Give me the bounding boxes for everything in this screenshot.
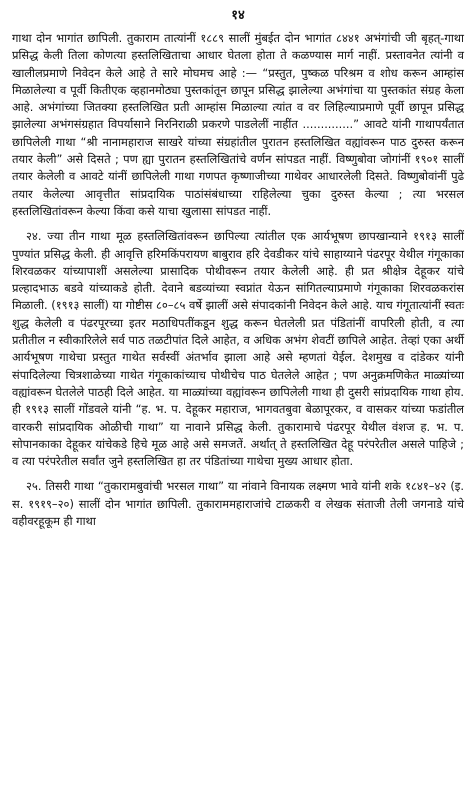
paragraph-25: २५. तिसरी गाथा “तुकारामबुवांची भरसल गाथा” या नांवाने विनायक लक्ष्मण भावे यांनी शके १८४१–४२ (इ. स. १९१९–२०) सालीं दोन भागांत छापिली. तुकाराममहाराजांचे टाळकरी व लेखक संताजी तेली जगनाडे यांचे वहीवरहूकूम ही गाथा [12,479,464,529]
page-number: १४ [231,8,245,23]
paragraph-1: गाथा दोन भागांत छापिली. तुकाराम तात्यांनीं १८८९ सालीं मुंबईत दोन भागांत ८४४१ अभंगांची जी बृहत्‌-गाथा प्रसिद्ध केली तिला कोणत्या हस्तलिखिताचा आधार घेतला होता ते कळण्यास मार्ग नाहीं. प्रस्तावनेत त्यांनी व खालीलप्रमाणे निवेदन केले आहे ते सारे मोघमच आहे :— “प्रस्तुत, पुष्कळ परिश्रम व शोध करून आम्हांस मिळालेल्या व पूर्वी कितीएक व्हहानमोठ्या पुस्तकांतून छापून प्रसिद्ध झालेल्या अभंगांचा या पुस्तकांत संग्रह केला आहे. अभंगांच्या जितक्या हस्तलिखित प्रती आम्हांस मिळाल्या त्यांत व वर लिहिल्याप्रमाणे पूर्वी छापून प्रसिद्ध झालेल्या अभंगसंग्रहात विपर्यासाने निरनिराळी प्रकरणे पाडलेलीं नाहींत ..............” आवटे यांनी गाथापर्यंतात छापिलेली गाथा “श्री नानामहाराज साखरे यांच्या संग्रहांतील पुरातन हस्तलिखित वह्यांवरून पाठ दुरुस्त करून तयार केली” असे दिसते ; पण ह्या पुरातन हस्तलिखितांचे वर्णन सांपडत नाहीं. विष्णुबोवा जोगांनीं १९०१ सालीं तयार केलेली व आवटे यांनीं छापिलेली गाथा गणपत कृष्णाजीच्या गाथेवर आधारलेली दिसते. विष्णुबोवांनीं पुढे तयार केलेल्या आवृत्तीत सांप्रदायिक पाठांसंबंधाच्या राहिलेल्या चुका दुरुस्त केल्या ; त्या भरसल हस्तलिखितांवरून केल्या किंवा कसे याचा खुलासा सांपडत नाहीं. [12,31,464,218]
paragraph-24: २४. ज्या तीन गाथा मूळ हस्तलिखितांवरून छापिल्या त्यांतील एक आर्यभूषण छापखान्याने १९१३ सालीं पुण्यांत प्रसिद्ध केली. ही आवृत्ति हरिमकिंपरायण बाबुराव हरि देवडीकर यांचे साहाय्याने पंढरपूर येथील गंगूकाका शिरवळकर यांच्यापाशीं असलेल्या प्रासादिक पोथीवरून तयार केलेली आहे. ही प्रत श्रीक्षेत्र देहूकर यांचे प्रल्हादभाऊ बडवे यांच्याकडे होती. देवाने बडव्यांच्या स्वप्नांत येऊन सांगितल्याप्रमाणे गंगूकाका शिरवळकरांस मिळाली. (१९१३ सालीं) या गोष्टीस ८०–८५ वर्षे झालीं असे संपादकांनी निवेदन केले आहे. याच गंगूतात्यांनीं स्वतः शुद्ध केलेली व पंढरपूरच्या इतर मठाधिपतींकडून शुद्ध करून घेतलेली प्रत पंडितांनीं वापरिली होती, व त्या प्रतीतील न स्वीकारिलेले सर्व पाठ तळटीपांत दिले आहेत, व अधिक अभंग शेवटीं छापिले आहेत. तेव्हां एका अर्थी आर्यभूषण गाथेचा प्रस्तुत गाथेत सर्वस्वीं अंतर्भाव झाला आहे असे म्हणतां येईल. देशमुख व दांडेकर यांनी संपादिलेल्या चित्रशाळेच्या गाथेत गंगूकाकांच्याच पोथीचेच पाठ घेतलेले आहेत ; पण अनुक्रमणिकेत माळ्यांच्या वह्यांवरून घेतलेले पाठही दिले आहेत. या माळ्यांच्या वह्यांवरून छापिलेली गाथा ही दुसरी सांप्रदायिक गाथा होय. ही १९१३ सालीं गोंडवले यांनी “ह. भ. प. देहूकर महाराज, भागवतबुवा बेळापूरकर, व वासकर यांच्या फडांतील वारकरी सांप्रदायिक ओळीची गाथा” या नावाने प्रसिद्ध केली. तुकारामाचे पंढरपूर येथील वंशज ह. भ. प. सोपानकाका देहूकर यांचेकडे हिचे मूळ आहे असे समजतें. अर्थात्‌ ते हस्तलिखित देहू परंपरेतील असले पाहिजे ; व त्या परंपरेतील सर्वांत जुने हस्तलिखित हा तर पंडितांच्या गाथेचा मुख्य आधार होता. [12,229,464,469]
